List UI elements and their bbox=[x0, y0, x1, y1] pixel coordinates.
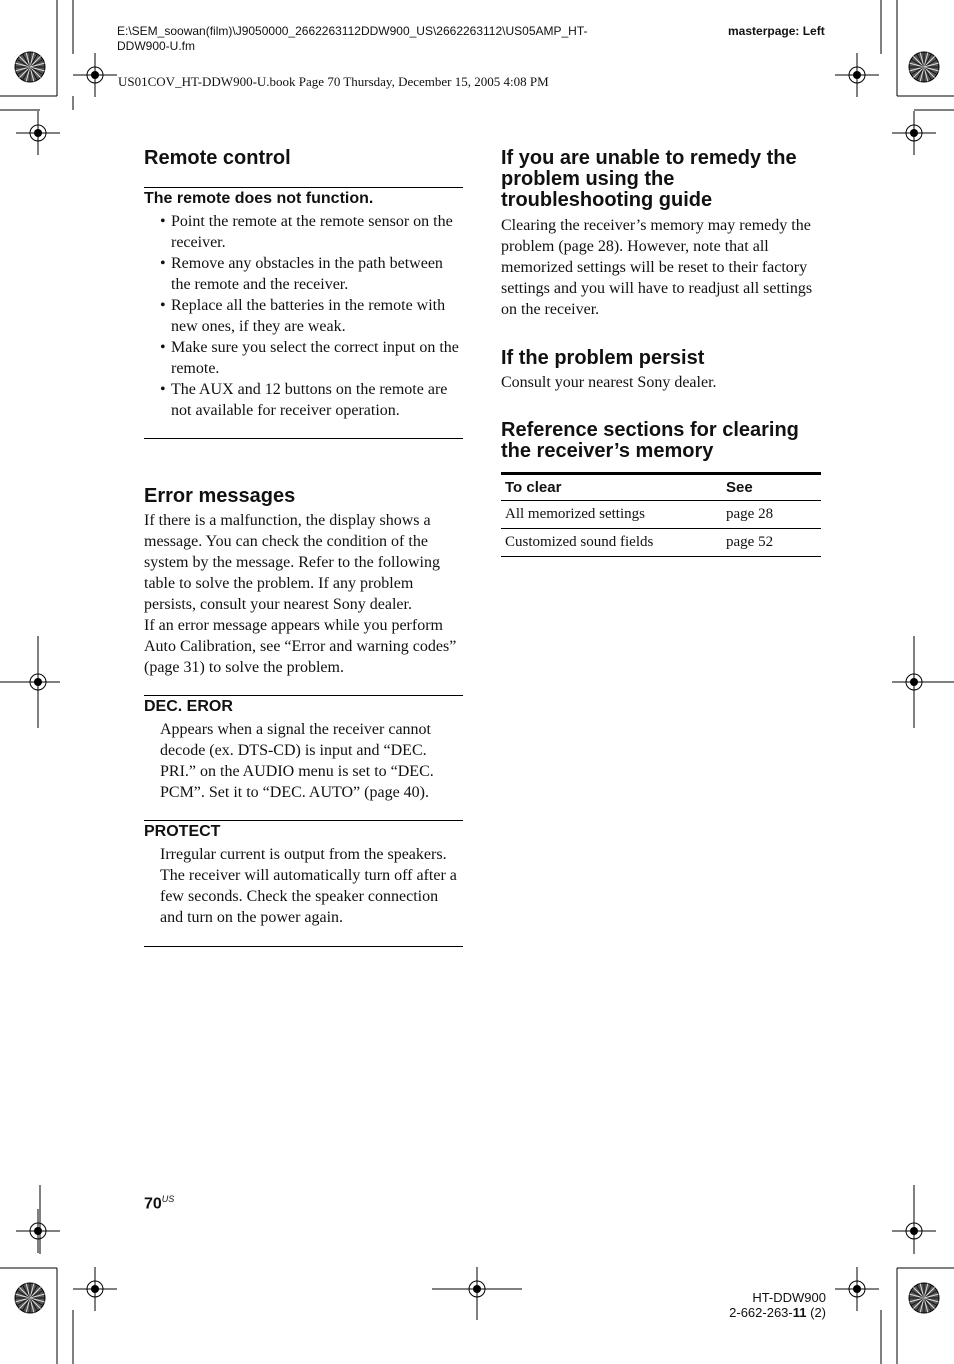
crosshair-target-icon bbox=[16, 1209, 60, 1253]
table-row bbox=[501, 501, 821, 529]
dec-eror-text: Appears when a signal the receiver cannot decode (ex. DTS-CD) is input and “DEC. PRI.” on the AUDIO menu is set to “DEC. PCM”. Set it to “DEC. AUTO” (page 40). bbox=[160, 721, 434, 801]
book-info-line: US01COV_HT-DDW900-U.book Page 70 Thursday, December 15, 2005 4:08 PM bbox=[118, 74, 549, 89]
error-intro-2: If an error message appears while you perform Auto Calibration, see “Error and warning codes” (page 31) to solve the problem. bbox=[144, 617, 457, 676]
list-item: • The AUX and 12 buttons on the remote are not available for receiver operation. bbox=[160, 379, 463, 421]
registration-star-icon bbox=[15, 52, 45, 82]
page-number-value: 70 bbox=[144, 1195, 162, 1213]
page-number-suffix: US bbox=[161, 1194, 175, 1204]
registration-star-icon bbox=[909, 1283, 939, 1313]
header-path-line2: DDW900-U.fm bbox=[117, 39, 196, 53]
crosshair-target-icon bbox=[835, 1267, 879, 1311]
reference-heading: Reference sections for clearing the receiver’s memory bbox=[501, 419, 799, 462]
registration-star-icon bbox=[909, 52, 939, 82]
list-item: • Remove any obstacles in the path between the remote and the receiver. bbox=[160, 253, 463, 295]
table-cell: page 52 bbox=[726, 529, 821, 557]
error-intro-1: If there is a malfunction, the display shows a message. You can check the condition of the system by the message. Refer to the following table to solve the problem. If any problem persists, consult your nearest Sony dealer. bbox=[144, 512, 440, 613]
crosshair-target-icon bbox=[835, 53, 879, 97]
left-column bbox=[144, 148, 463, 947]
list-item: • Replace all the batteries in the remote with new ones, if they are weak. bbox=[160, 295, 463, 337]
protect-text: Irregular current is output from the speakers. The receiver will automatically turn off after a few seconds. Check the speaker connection and turn on the power again. bbox=[160, 846, 457, 926]
table-cell: page 28 bbox=[726, 501, 821, 529]
persist-text: Consult your nearest Sony dealer. bbox=[501, 374, 717, 391]
crosshair-target-icon bbox=[892, 111, 936, 155]
unable-heading: If you are unable to remedy the problem using the troubleshooting guide bbox=[501, 147, 797, 211]
list-item: • Make sure you select the correct input on the remote. bbox=[160, 337, 463, 379]
part-code-suffix: (2) bbox=[806, 1305, 826, 1320]
right-column bbox=[501, 148, 821, 557]
crosshair-target-icon bbox=[16, 660, 60, 704]
crosshair-target-icon bbox=[455, 1267, 499, 1311]
unable-text: Clearing the receiver’s memory may remedy the problem (page 28). However, note that all memorized settings will be reset to their factory settings and you will have to readjust all settings on the receiver. bbox=[501, 217, 813, 318]
table-header-see: See bbox=[726, 474, 821, 501]
table-cell: Customized sound fields bbox=[501, 529, 726, 557]
registration-star-icon bbox=[15, 1283, 45, 1313]
remote-control-heading: Remote control bbox=[144, 147, 291, 169]
error-messages-heading: Error messages bbox=[144, 485, 296, 507]
persist-heading: If the problem persist bbox=[501, 347, 705, 369]
section-divider bbox=[144, 946, 463, 947]
part-code bbox=[700, 1305, 826, 1320]
header-path-line1: E:\SEM_soowan(film)\J9050000_2662263112DDW900_US\2662263112\US05AMP_HT- bbox=[117, 24, 588, 38]
crosshair-target-icon bbox=[892, 1209, 936, 1253]
remote-subhead: The remote does not function. bbox=[144, 187, 463, 208]
table-cell: All memorized settings bbox=[501, 501, 726, 529]
crosshair-target-icon bbox=[73, 53, 117, 97]
table-header-to-clear: To clear bbox=[501, 474, 726, 501]
list-item: • Point the remote at the remote sensor on the receiver. bbox=[160, 211, 463, 253]
part-code-bold: 11 bbox=[792, 1305, 807, 1320]
remote-bullet-list bbox=[144, 211, 463, 421]
crosshair-target-icon bbox=[16, 111, 60, 155]
reference-table bbox=[501, 472, 821, 557]
page-number bbox=[144, 1194, 174, 1213]
table-header-row bbox=[501, 474, 821, 501]
crosshair-target-icon bbox=[73, 1267, 117, 1311]
model-name: HT-DDW900 bbox=[752, 1290, 826, 1305]
part-code-prefix: 2-662-263- bbox=[729, 1305, 793, 1320]
masterpage-label: masterpage: Left bbox=[728, 24, 825, 38]
crosshair-target-icon bbox=[892, 660, 936, 704]
header-file-path bbox=[117, 24, 677, 54]
protect-heading: PROTECT bbox=[144, 820, 463, 841]
dec-eror-heading: DEC. EROR bbox=[144, 695, 463, 716]
table-row bbox=[501, 529, 821, 557]
